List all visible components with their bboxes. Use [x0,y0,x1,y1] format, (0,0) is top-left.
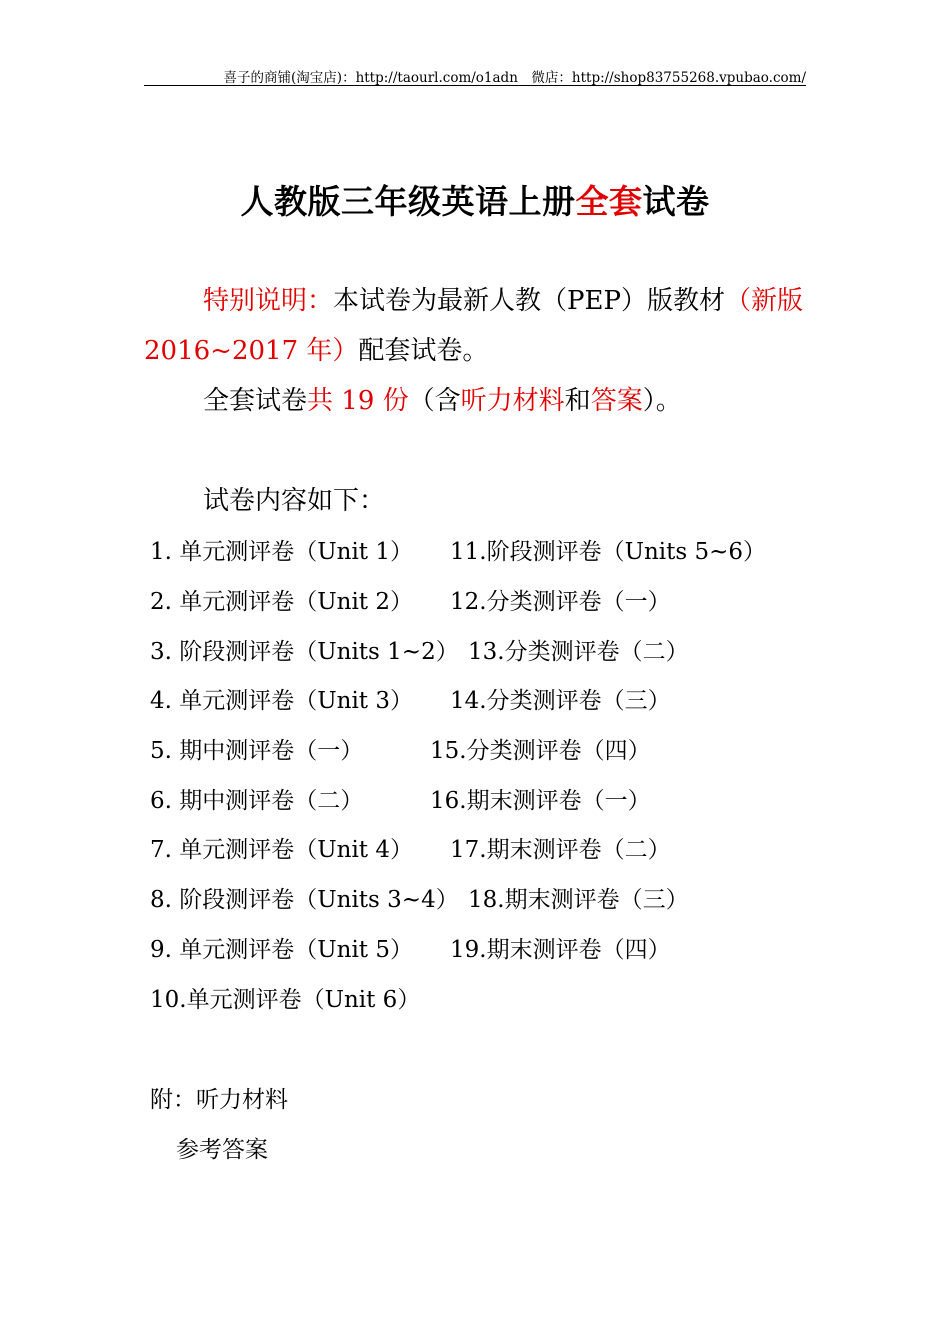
list-item: 6. 期中测评卷（二） [150,788,364,814]
list-item: 19.期末测评卷（四） [450,937,671,963]
note-text-1: 本试卷为最新人教（PEP）版教材 [333,286,725,316]
document-title [0,176,950,223]
count-text-c: （含 [408,386,461,416]
count-text-a: 全套试卷 [203,386,308,416]
note-edition-1: （新版 [724,286,803,316]
list-item: 4. 单元测评卷（Unit 3） [150,688,413,714]
appendix-line-1: 附：听力材料 [150,1087,288,1113]
list-item: 8. 阶段测评卷（Units 3~4） [150,887,459,913]
list-item: 13.分类测评卷（二） [468,639,689,665]
list-item: 18.期末测评卷（三） [468,887,689,913]
title-part-1: 人教版三年级英语上册 [240,182,576,221]
list-item: 5. 期中测评卷（一） [150,738,364,764]
count-text-b: 共 19 份 [307,386,409,416]
list-item: 1. 单元测评卷（Unit 1） [150,539,413,565]
count-text-f: 答案 [590,386,643,416]
count-text-g: ）。 [642,386,682,416]
list-item: 16.期末测评卷（一） [430,788,651,814]
count-line [203,380,682,417]
list-item: 14.分类测评卷（三） [450,688,671,714]
list-item: 9. 单元测评卷（Unit 5） [150,937,413,963]
note-edition-2: 2016~2017 年） [144,336,359,366]
contents-heading: 试卷内容如下： [203,486,386,516]
header-rule [144,85,806,86]
list-item: 17.期末测评卷（二） [450,837,671,863]
appendix-line-2: 参考答案 [176,1137,268,1163]
page-header: 喜子的商铺(淘宝店)：http://taourl.com/o1adn 微店：http://shop83755268.vpubao.com/ [223,70,806,86]
list-item: 12.分类测评卷（一） [450,589,671,615]
list-item: 2. 单元测评卷（Unit 2） [150,589,413,615]
list-item: 3. 阶段测评卷（Units 1~2） [150,639,459,665]
note-text-2: 配套试卷。 [358,336,489,366]
count-text-d: 听力材料 [460,386,565,416]
note-line-1 [203,280,803,317]
note-label: 特别说明： [203,286,334,316]
list-item: 10.单元测评卷（Unit 6） [150,987,421,1013]
title-part-2: 全套 [575,182,643,221]
list-item: 11.阶段测评卷（Units 5~6） [450,539,767,565]
list-item: 7. 单元测评卷（Unit 4） [150,837,413,863]
title-part-3: 试卷 [642,182,710,221]
note-line-2 [144,330,488,367]
list-item: 15.分类测评卷（四） [430,738,651,764]
count-text-e: 和 [564,386,591,416]
